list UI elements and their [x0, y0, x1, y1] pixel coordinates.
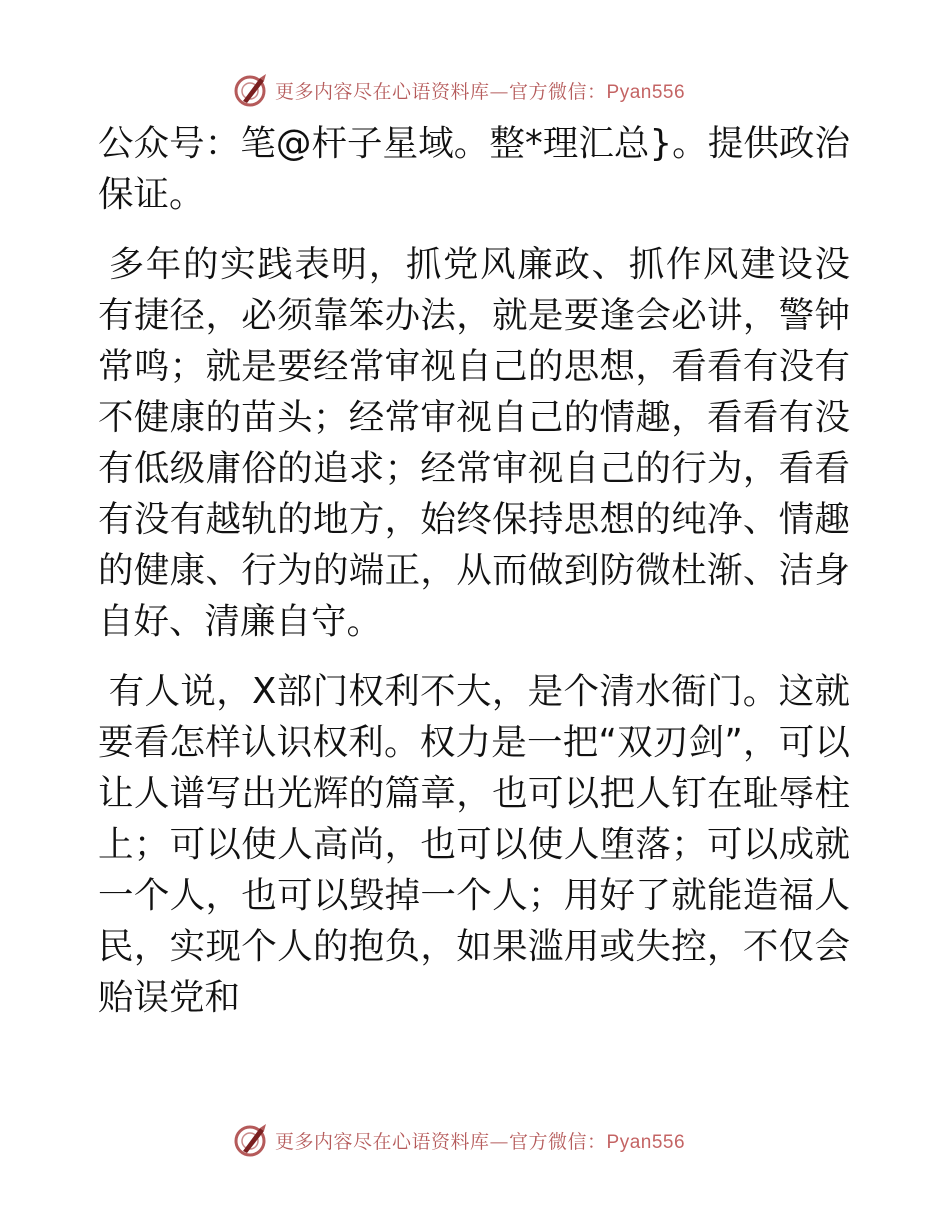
- banner-text: [275, 77, 685, 104]
- banner-text: [275, 1127, 685, 1154]
- header-banner: [233, 70, 733, 110]
- banner-wechat-id: Pyan556: [606, 81, 686, 103]
- paragraph: 多年的实践表明，抓党风廉政、抓作风建设没有捷径，必须靠笨办法，就是要逢会必讲，警钟常鸣；就是要经常审视自己的思想，看看有没有不健康的苗头；经常审视自己的情趣，看看有没有低级庸俗的追求；经常审视自己的行为，看看有没有越轨的地方，始终保持思想的纯净、情趣的健康、行为的端正，从而做到防微杜渐、洁身自好、清廉自守。: [98, 244, 850, 642]
- banner-main-text: 更多内容尽在心语资料库: [275, 80, 490, 103]
- banner-separator: —: [489, 1130, 510, 1153]
- banner-wechat-id: Pyan556: [606, 1131, 686, 1153]
- quill-pen-circle-icon: [233, 72, 269, 108]
- banner-main-text: 更多内容尽在心语资料库: [275, 1130, 490, 1153]
- quill-pen-circle-icon: [233, 1122, 269, 1158]
- banner-separator: —: [489, 80, 510, 103]
- document-body: [98, 118, 850, 1042]
- footer-banner: [233, 1120, 733, 1160]
- banner-official-label: 官方微信：: [509, 80, 607, 103]
- banner-official-label: 官方微信：: [509, 1130, 607, 1153]
- paragraph: 公众号：笔@杆子星域。整*理汇总}。提供政治保证。: [98, 123, 850, 215]
- paragraph: 有人说，X部门权利不大，是个清水衙门。这就要看怎样认识权利。权力是一把“双刃剑”，可以让人谱写出光辉的篇章，也可以把人钉在耻辱柱上；可以使人高尚，也可以使人堕落；可以成就一个人，也可以毁掉一个人；用好了就能造福人民，实现个人的抱负，如果滥用或失控，不仅会贻误党和: [98, 671, 850, 1018]
